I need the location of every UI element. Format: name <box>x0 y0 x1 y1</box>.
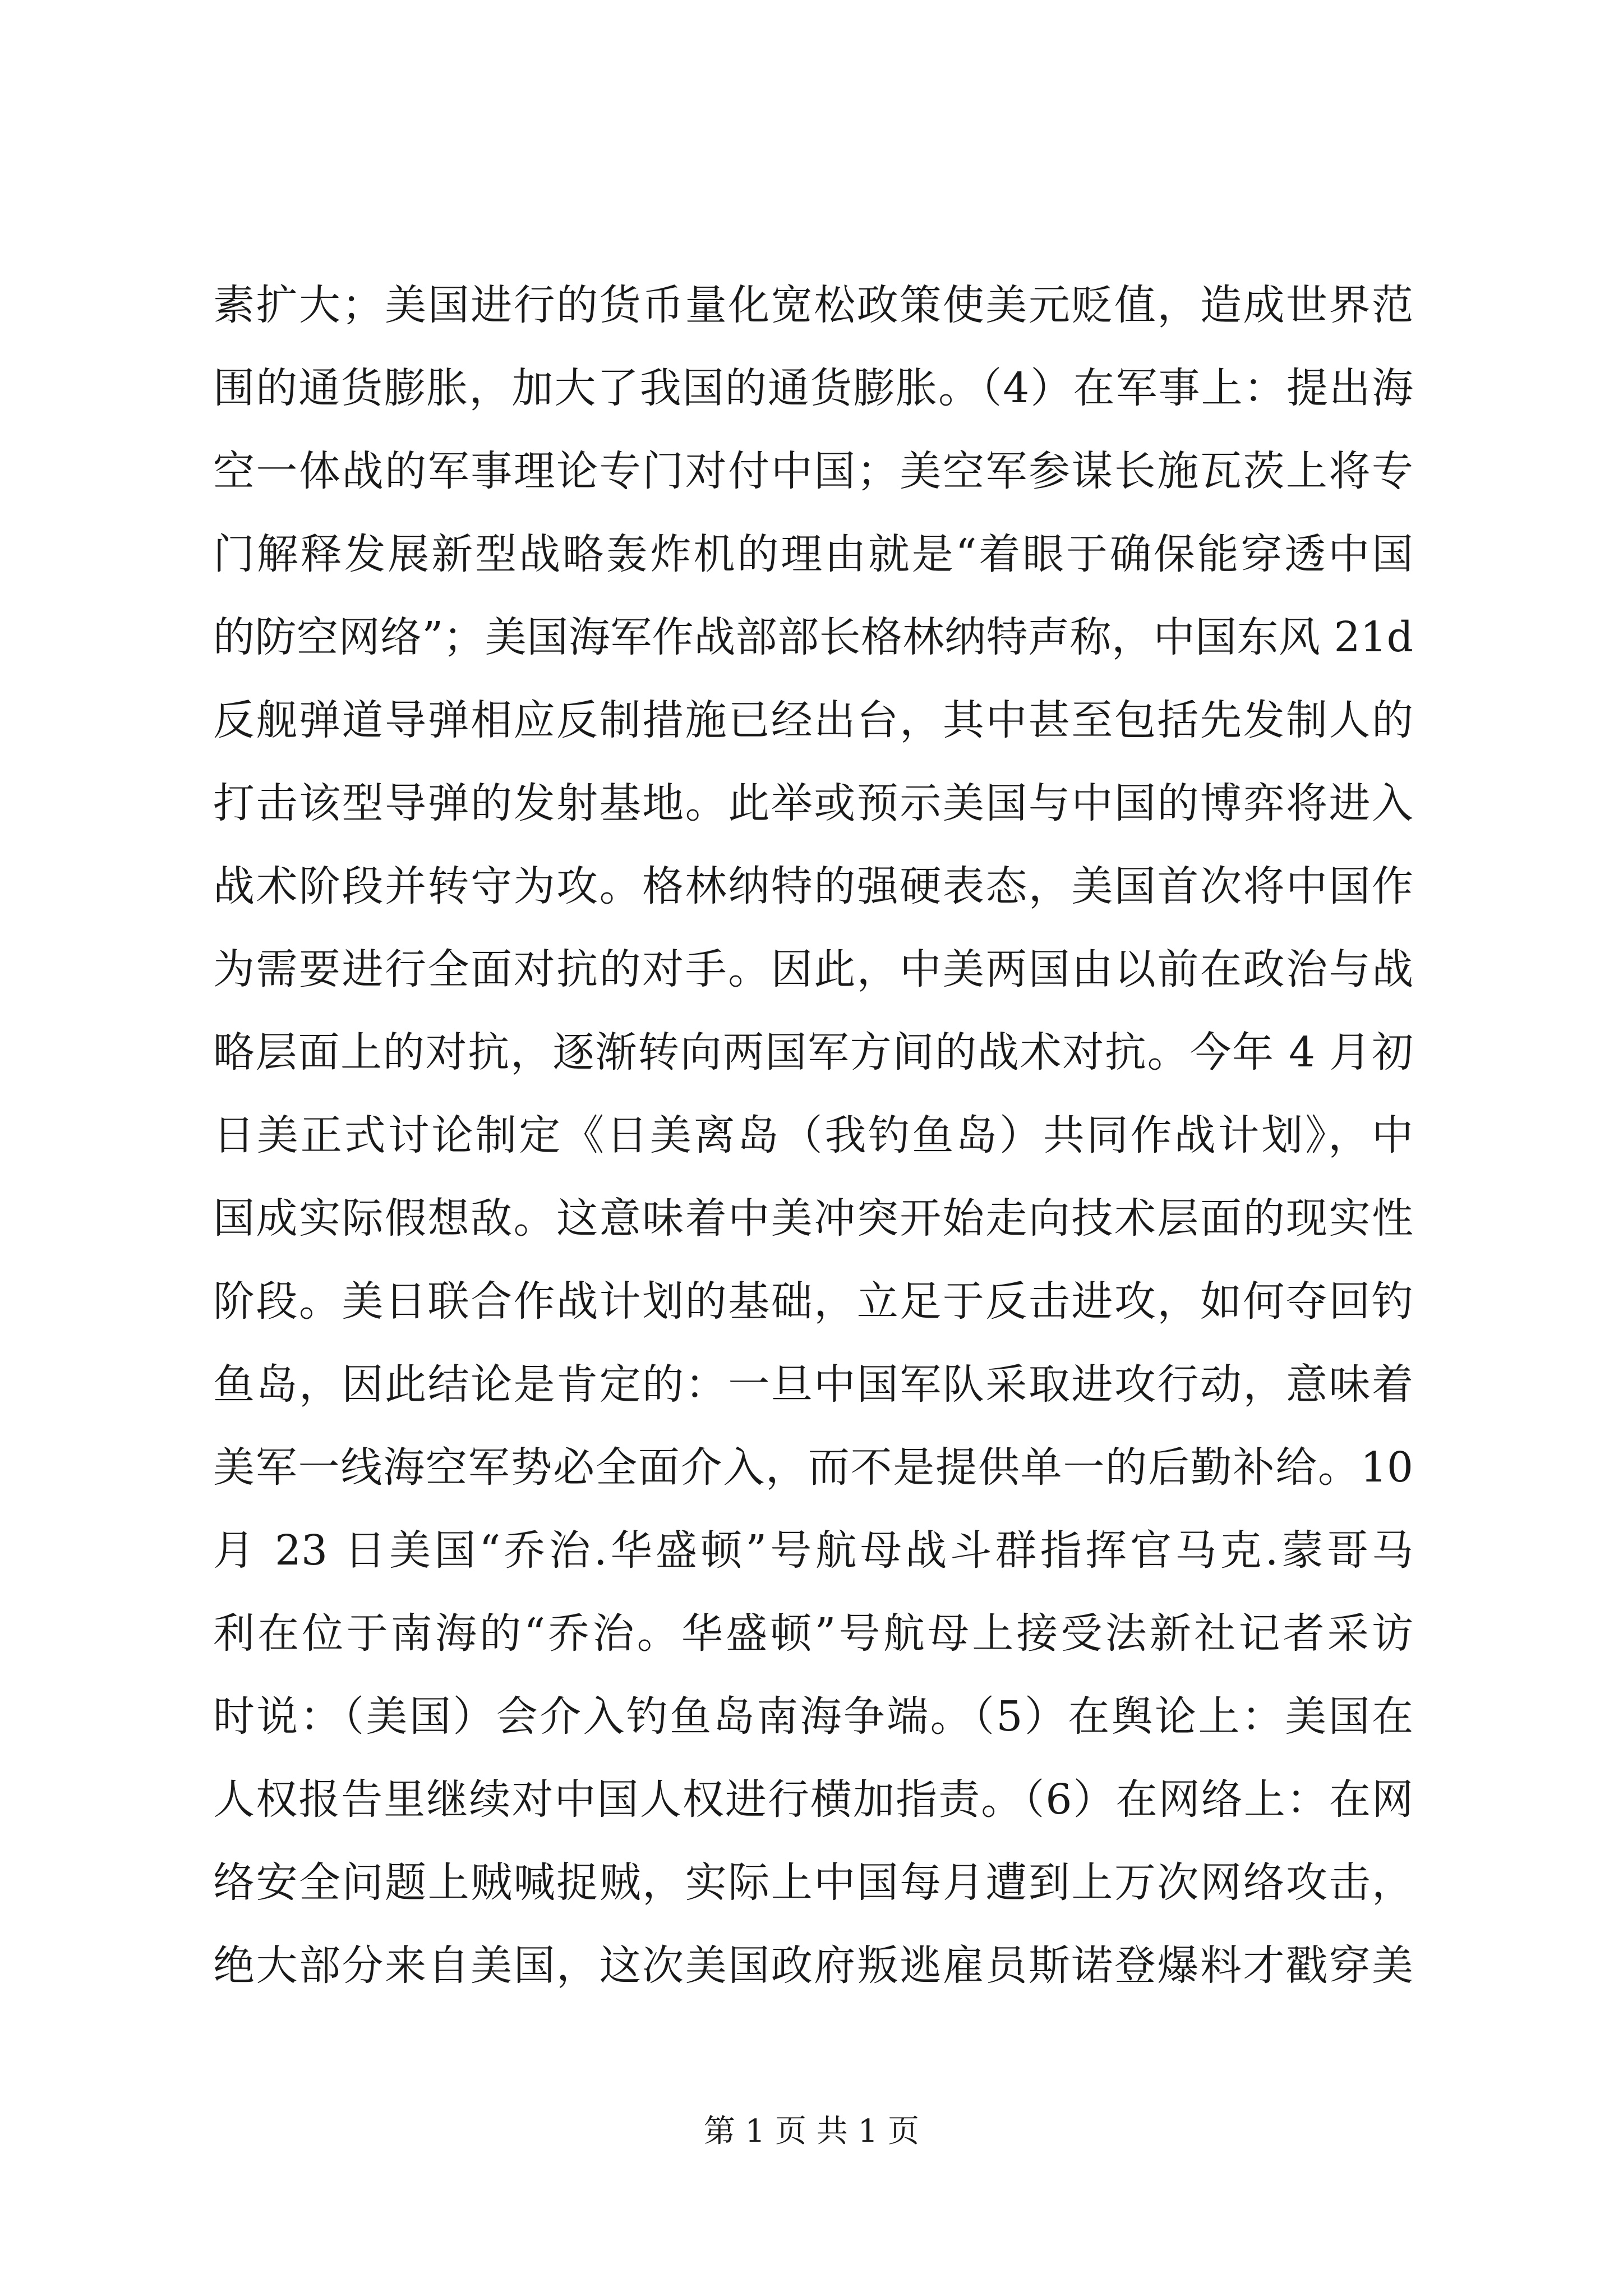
text-line: 月 23 日美国“乔治.华盛顿”号航母战斗群指挥官马克.蒙哥马 <box>213 1526 1413 1575</box>
text-line: 门解释发展新型战略轰炸机的理由就是“着眼于确保能穿透中国 <box>213 530 1413 578</box>
text-line: 络安全问题上贼喊捉贼，实际上中国每月遭到上万次网络攻击， <box>213 1858 1413 1907</box>
text-line: 鱼岛，因此结论是肯定的：一旦中国军队采取进攻行动，意味着 <box>213 1360 1413 1409</box>
text-line: 时说：（美国）会介入钓鱼岛南海争端。（5）在舆论上：美国在 <box>213 1692 1413 1741</box>
text-line: 人权报告里继续对中国人权进行横加指责。（6）在网络上：在网 <box>213 1775 1413 1824</box>
text-line: 为需要进行全面对抗的对手。因此，中美两国由以前在政治与战 <box>213 945 1413 993</box>
text-line: 围的通货膨胀，加大了我国的通货膨胀。（4）在军事上：提出海 <box>213 364 1413 412</box>
body-text <box>213 264 1413 2007</box>
text-line: 空一体战的军事理论专门对付中国；美空军参谋长施瓦茨上将专 <box>213 447 1413 495</box>
text-line: 绝大部分来自美国，这次美国政府叛逃雇员斯诺登爆料才戳穿美 <box>213 1941 1413 1990</box>
text-line: 阶段。美日联合作战计划的基础，立足于反击进攻，如何夺回钓 <box>213 1277 1413 1326</box>
text-line: 战术阶段并转守为攻。格林纳特的强硬表态，美国首次将中国作 <box>213 862 1413 910</box>
text-line: 略层面上的对抗，逐渐转向两国军方间的战术对抗。今年 4 月初 <box>213 1028 1413 1076</box>
text-line: 国成实际假想敌。这意味着中美冲突开始走向技术层面的现实性 <box>213 1194 1413 1243</box>
text-line: 的防空网络”；美国海军作战部部长格林纳特声称，中国东风 21d <box>213 613 1413 661</box>
text-line: 素扩大；美国进行的货币量化宽松政策使美元贬值，造成世界范 <box>213 281 1413 329</box>
text-line: 反舰弹道导弹相应反制措施已经出台，其中甚至包括先发制人的 <box>213 696 1413 744</box>
page-number-label: 第 1 页 共 1 页 <box>703 2113 920 2150</box>
text-line: 利在位于南海的“乔治。华盛顿”号航母上接受法新社记者采访 <box>213 1609 1413 1658</box>
text-line: 日美正式讨论制定《日美离岛（我钓鱼岛）共同作战计划》，中 <box>213 1111 1413 1159</box>
text-line: 打击该型导弹的发射基地。此举或预示美国与中国的博弈将进入 <box>213 779 1413 827</box>
text-line: 美军一线海空军势必全面介入，而不是提供单一的后勤补给。10 <box>213 1443 1413 1492</box>
page-footer <box>0 2109 1623 2154</box>
